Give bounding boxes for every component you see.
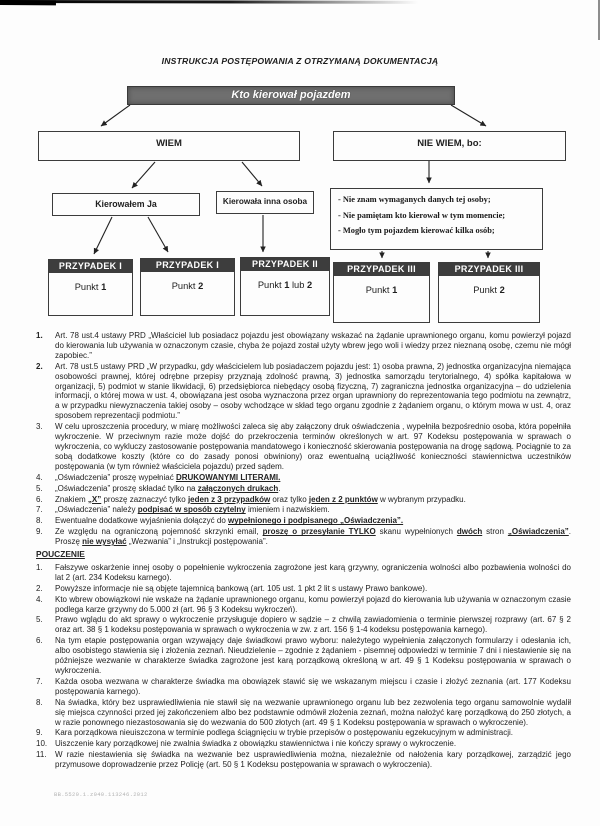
list-item bbox=[36, 677, 571, 697]
list-item bbox=[36, 527, 571, 547]
item-text: Uiszczenie kary porządkowej nie zwalnia świadka z obowiązku stawiennictwa i nie kończy sprawy o wykroczenie. bbox=[55, 739, 457, 749]
item-text: Fałszywe oskarżenie innej osoby o popełnienie wykroczenia zagrożone jest karą grzywny, ograniczenia wolności albo pozbawienia wolności do lat 2 (art. 234 Kodeksu karnego). bbox=[55, 562, 571, 582]
case-body: Punkt 1 bbox=[365, 285, 398, 295]
item-text: Na tym etapie postępowania organ wzywający daje świadkowi prawo wyboru: należytego wypełnienia załączonych formularzy i odesłania ich, albo osobistego stawienia się i złożenia zeznań. Nieudzielenie – zgodnie z żądaniem - pisemnej odpowiedzi w terminie 7 dni i niestawienie się na późniejsze wezwanie w charakterze świadka zagrożone jest karą porządkową określoną w art. 49 § 1 Kodeksu postępowania w sprawach o wykroczenia. bbox=[55, 636, 571, 675]
document-body bbox=[36, 331, 571, 771]
item-text: Każda osoba wezwana w charakterze świadka ma obowiązek stawić się we wskazanym miejscu i czasie i złożyć zeznania (art. 177 Kodeksu postępowania karnego). bbox=[55, 676, 571, 696]
item-text: „Oświadczenia” należy podpisać w sposób czytelny imieniem i nazwiskiem. bbox=[55, 505, 330, 515]
case-body: Punkt 2 bbox=[473, 285, 505, 295]
case-header: PRZYPADEK III bbox=[334, 263, 429, 276]
reason-line: - Nie znam wymaganych danych tej osoby; bbox=[338, 195, 491, 204]
item-number: 5. bbox=[36, 615, 43, 625]
item-text: Znakiem „X” proszę zaznaczyć tylko jeden z 3 przypadków oraz tylko jeden z 2 punktów w wybranym przypadku. bbox=[55, 494, 466, 504]
reason-line: - Mogło tym pojazdem kierować kilka osób; bbox=[338, 226, 495, 235]
list-item bbox=[36, 636, 571, 676]
list-item bbox=[36, 595, 571, 615]
list-item bbox=[36, 584, 571, 594]
case-header: PRZYPADEK I bbox=[141, 259, 234, 272]
list-item bbox=[36, 473, 571, 483]
item-number: 10. bbox=[36, 739, 48, 749]
list-item bbox=[36, 331, 571, 361]
item-text: Powyższe informacje nie są objęte tajemnicą bankową (art. 105 ust. 1 pkt 2 lit s ustawy Prawo bankowe). bbox=[55, 583, 428, 593]
case-body: Punkt 1 lub 2 bbox=[257, 280, 313, 290]
item-text: Art. 78 ust.5 ustawy PRD „W przypadku, gdy właścicielem lub posiadaczem pojazdu jest: 1) osoba prawna, 2) jednostka organizacyjna niemająca osobowości prawnej, której odrębne przepisy przyznają zdolność prawną, 3) jednostka samorządu terytorialnego, 4) spółka kapitałowa w organizacji, 5) podmiot w stanie likwidacji, 6) przedsiębiorca niebędący osobą fizyczną, 7) zagraniczna jednostka organizacyjna – do udzielenia informacji, o której mowa w ust. 4, obowiązana jest osoba wyznaczona przez organ uprawniony do reprezentowania tego podmiotu na zewnątrz, a w przypadku niewyznaczenia takiej osoby – osoby wchodzące w skład tego organu zgodnie z żądaniem organu, o którym mowa w ust. 4, oraz sposobem reprezentacji podmiotu.” bbox=[55, 361, 571, 421]
list-item bbox=[36, 728, 571, 738]
item-number: 8. bbox=[36, 516, 43, 526]
flow-box-kierowalem-ja: Kierowałem Ja bbox=[52, 193, 200, 216]
item-text: Art. 78 ust.4 ustawy PRD „Właściciel lub posiadacz pojazdu jest obowiązany wskazać na żądanie uprawnionego organu, komu powierzył pojazd do kierowania lub używania w oznaczonym czasie, chyba że pojazd został użyty wbrew jego woli i wiedzy przez nieznaną osobę, czemu nie mógł zapobiec.” bbox=[55, 331, 571, 360]
case-box-przypadek-3-punkt-2 bbox=[438, 262, 540, 323]
item-text: Kara porządkowa nieuiszczona w terminie podlega ściągnięciu w trybie przepisów o postępowaniu egzekucyjnym w administracji. bbox=[55, 728, 514, 738]
list-item bbox=[36, 698, 571, 728]
list-item bbox=[36, 484, 571, 494]
item-number: 4. bbox=[36, 472, 43, 482]
reason-line: - Nie pamiętam kto kierował w tym momencie; bbox=[338, 210, 506, 220]
item-number: 9. bbox=[36, 527, 43, 537]
instructions-list bbox=[36, 331, 571, 547]
item-text: Kto wbrew obowiązkowi nie wskaże na żądanie uprawnionego organu, komu powierzył pojazd do kierowania lub używania w oznaczonym czasie podlega karze grzywny do 5.000 zł (art. 96 § 3 Kodeksu wykroczeń). bbox=[55, 594, 571, 614]
case-box-przypadek-3-punkt-1 bbox=[333, 262, 430, 323]
case-box-przypadek-2 bbox=[240, 257, 330, 316]
item-number: 3. bbox=[36, 422, 43, 432]
case-box-przypadek-1-punkt-2 bbox=[140, 258, 235, 316]
item-number: 5. bbox=[36, 483, 43, 493]
item-text: Prawo wglądu do akt sprawy o wykroczenie przysługuje dopiero w sądzie – z chwilą zawiadomienia o terminie pierwszej rozprawy (art. 67 § 2 oraz art. 38 § 1 kodeksu postępowania w sprawach o wykroczenia w zw. z art. 156 § 1-4 kodeksu postępowania karnego). bbox=[55, 615, 571, 635]
list-item bbox=[36, 505, 571, 515]
item-number: 8. bbox=[36, 697, 43, 707]
list-item bbox=[36, 362, 571, 421]
flow-box-kierowala-inna-osoba: Kierowała inna osoba bbox=[216, 191, 314, 214]
flow-box-wiem: WIEM bbox=[38, 131, 300, 161]
scan-artifact-top-edge bbox=[0, 0, 418, 4]
list-item bbox=[36, 422, 571, 472]
list-item bbox=[36, 495, 571, 505]
page-title: INSTRUKCJA POSTĘPOWANIA Z OTRZYMANĄ DOKUMENTACJĄ bbox=[161, 56, 439, 66]
list-item bbox=[36, 750, 571, 770]
item-number: 4. bbox=[36, 594, 43, 604]
item-text: Ewentualne dodatkowe wyjaśnienia dołączyć do wypełnionego i podpisanego „Oświadczenia”. bbox=[55, 516, 404, 526]
case-header: PRZYPADEK I bbox=[49, 260, 132, 273]
item-number: 6. bbox=[36, 494, 43, 504]
case-box-przypadek-1-punkt-1 bbox=[48, 259, 133, 316]
item-number: 7. bbox=[36, 505, 43, 515]
item-number: 1. bbox=[36, 562, 43, 572]
item-text: W celu uproszczenia procedury, w miarę możliwości zaleca się aby załączony druk oświadczenia , wypełniła bezpośrednio osoba, która popełniła wykroczenie. W przeciwnym razie może dojść do przekroczenia terminów określonych w art. 97 Kodeksu postępowania w sprawach o wykroczenia, co wykluczy zastosowanie postępowania mandatowego i konieczność skierowania postępowania na drogę sądową. Pociągnie to za sobą dodatkowe koszty (które co do zasady ponosi obwiniony) oraz ewentualną uciążliwość konieczności stawiennictwa uczestników postępowania (w tym również właściciela pojazdu) przed sądem. bbox=[55, 422, 571, 471]
item-number: 7. bbox=[36, 676, 43, 686]
case-header: PRZYPADEK II bbox=[241, 258, 329, 271]
flow-banner-kto-kierowal: Kto kierował pojazdem bbox=[127, 86, 455, 105]
item-number: 2. bbox=[36, 583, 43, 593]
list-item bbox=[36, 739, 571, 749]
pouczenie-list bbox=[36, 563, 571, 770]
item-number: 9. bbox=[36, 728, 43, 738]
item-text: „Oświadczenia” proszę wypełniać DRUKOWANYMI LITERAMI. bbox=[55, 472, 281, 482]
item-number: 2. bbox=[36, 361, 43, 371]
item-text: Ze względu na ograniczoną pojemność skrzynki email, proszę o przesyłanie TYLKO skanu wypełnionych dwóch stron „Oświadczenia”. Proszę nie wysyłać „Wezwania” i „Instrukcji postępowania”. bbox=[55, 527, 572, 547]
pouczenie-heading: POUCZENIE bbox=[36, 549, 85, 560]
item-number: 11. bbox=[36, 750, 47, 760]
item-text: „Oświadczenia” proszę składać tylko na załączonych drukach. bbox=[55, 483, 281, 493]
list-item bbox=[36, 563, 571, 583]
item-text: Na świadka, który bez usprawiedliwienia nie stawił się na wezwanie uprawnionego organu lub bez zezwolenia tego organu samowolnie wydalił się miejsca czynności przed jej zakończeniem albo bez podstawnie odmówił złożenia zeznań, można nałożyć karę porządkową do 250 złotych, a w razie ponownego niezastosowania się do wezwania do 500 złotych (art. 49 § 1 Kodeksu postępowania w sprawach o wykroczenie). bbox=[55, 697, 571, 727]
scan-artifact-top-left-corner bbox=[0, 0, 56, 5]
case-body: Punkt 1 bbox=[74, 282, 107, 292]
list-item bbox=[36, 516, 571, 526]
case-body: Punkt 2 bbox=[171, 281, 204, 291]
flow-box-reasons bbox=[330, 188, 543, 250]
case-header: PRZYPADEK III bbox=[439, 263, 539, 276]
list-item bbox=[36, 615, 571, 635]
footer-reference-code: BB.5520.1.z040.113246.2012 bbox=[54, 791, 148, 798]
item-text: W razie niestawienia się świadka na wezwanie bez usprawiedliwienia można, niezależnie od nałożenia kary porządkowej, zarządzić jego przymusowe doprowadzenie przez Policję (art. 50 § 1 Kodeksu postępowania w sprawach o wykroczenia). bbox=[55, 750, 571, 770]
item-number: 6. bbox=[36, 636, 43, 646]
flow-box-nie-wiem: NIE WIEM, bo: bbox=[333, 131, 566, 161]
item-number: 1. bbox=[36, 331, 43, 340]
